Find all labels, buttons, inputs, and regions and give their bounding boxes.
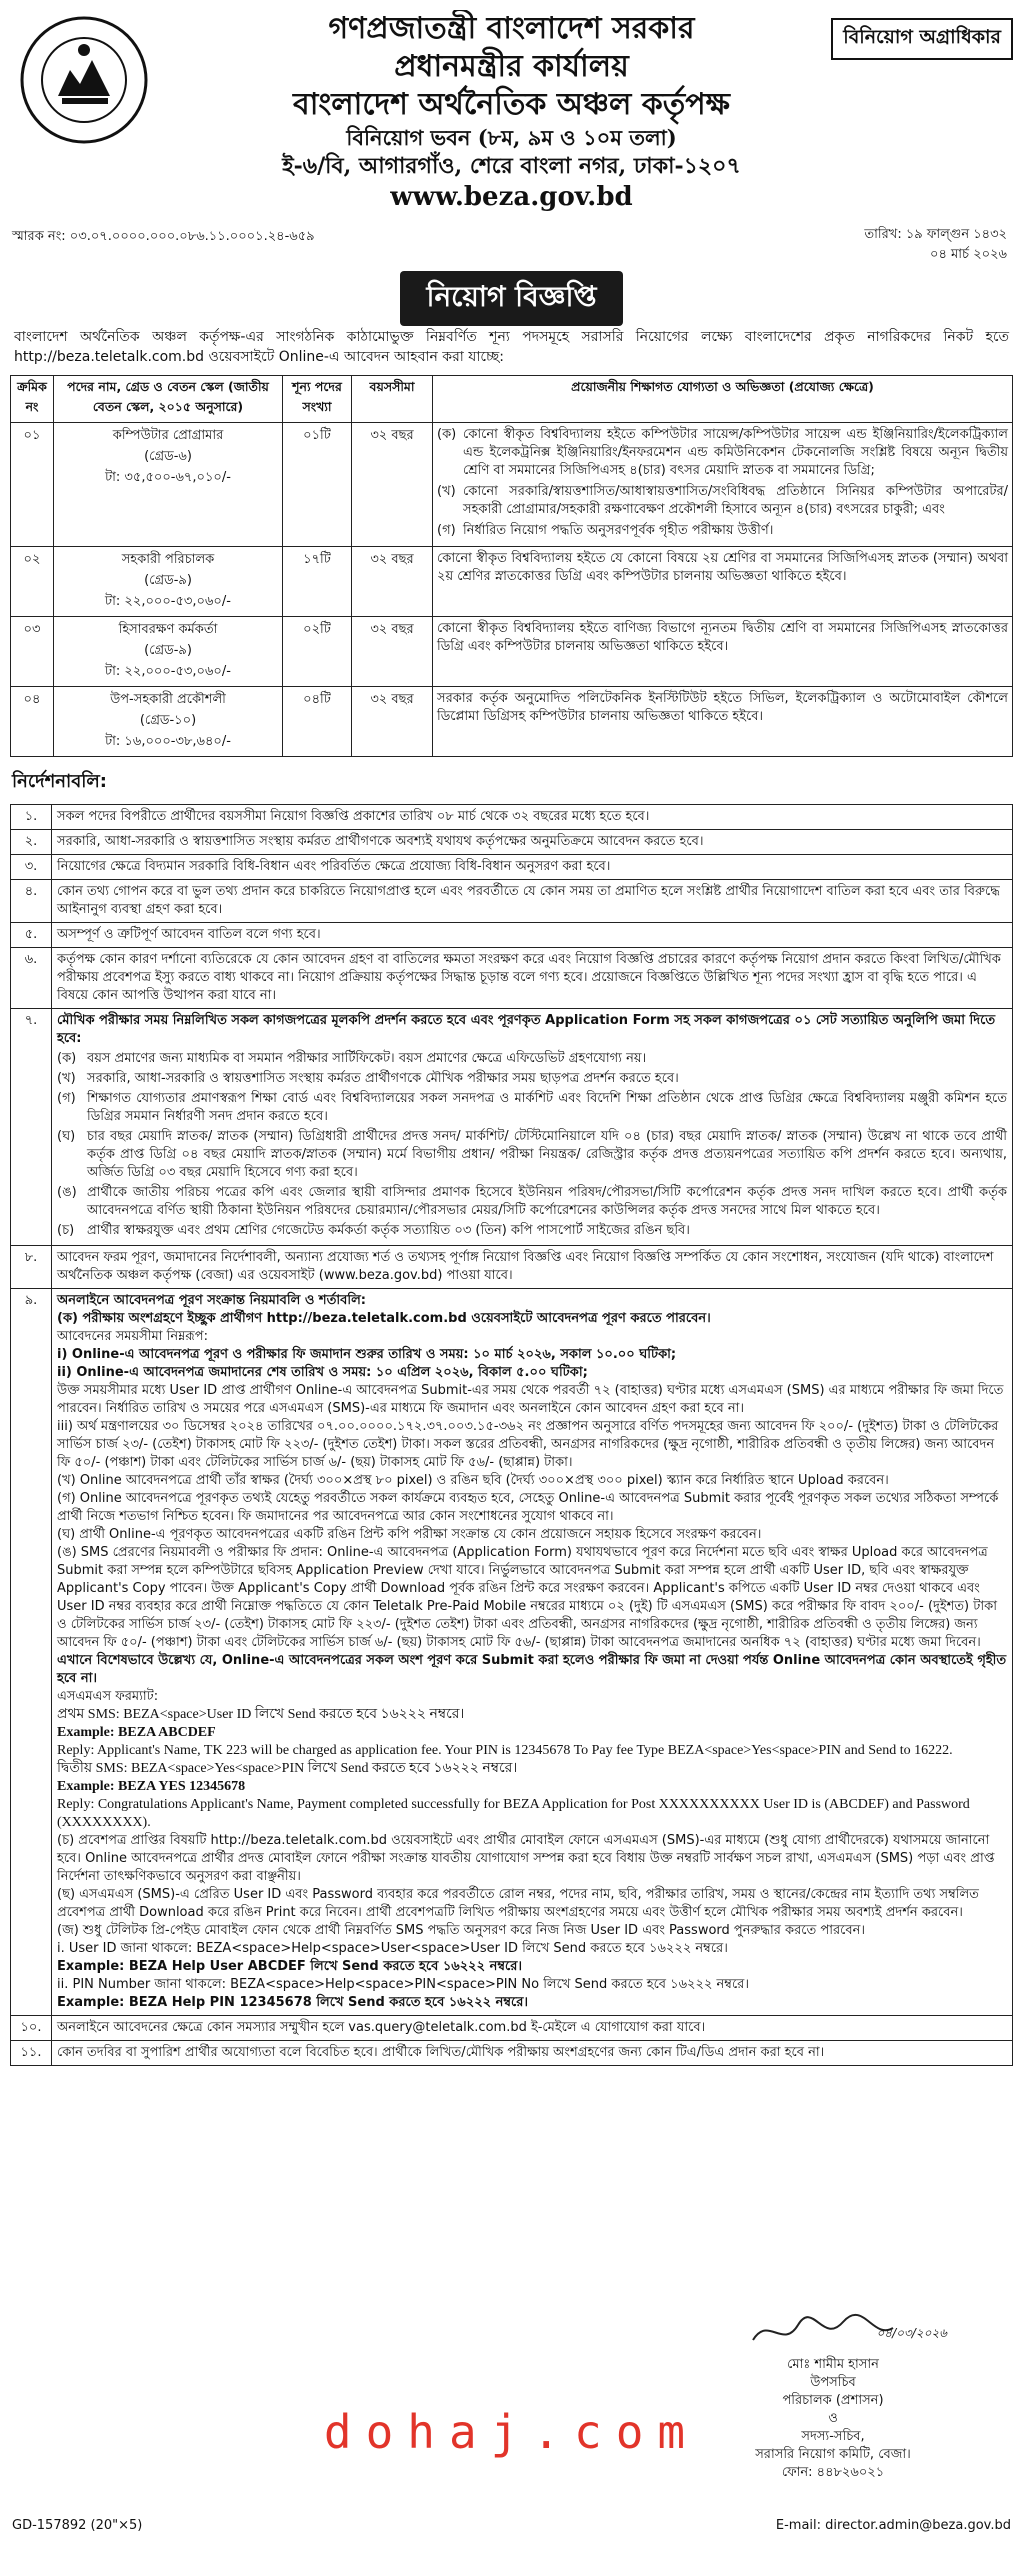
instruction-row [11,1289,1013,2016]
requirement-text: কোনো স্বীকৃত বিশ্ববিদ্যালয় হইতে কম্পিউটার সায়েন্স/কম্পিউটার সায়েন্স এন্ড ইঞ্জিনিয়ারিং/ইলেকট্রিক্যাল এন্ড ইলেকট্রনিক্স ইঞ্জিনিয়ারিং/ইনফরমেশন এন্ড কমিউনিকেশন টেকনোলজি সংশ্লিষ্ট বিষয়ে অন্যূন দ্বিতীয় শ্রেণি বা সমমানের সিজিপিএসহ ৪(চার) বৎসর মেয়াদি স্নাতক বা সমমানের ডিগ্রি; [463,427,1008,478]
document-key: (ঙ) [57,1185,77,1200]
sms-example-2: Example: BEZA YES 12345678 [57,1779,246,1794]
title-wrap [10,271,1013,321]
document-item [57,1070,1007,1088]
row-serial: ০৪ [11,687,54,757]
document-text: শিক্ষাগত যোগ্যতার প্রমাণস্বরূপ শিক্ষা বোর্ড এবং বিশ্ববিদ্যালয়ের সকল সনদপত্র ও মার্কশিট এবং বিদেশি শিক্ষা প্রতিষ্ঠান থেকে প্রাপ্ত ডিগ্রির ক্ষেত্রে বিশ্ববিদ্যালয় মঞ্জুরী কমিশন হতে ডিগ্রির সমমান নির্ধারণী সনদ প্রদান করতে হবে। [87,1091,1007,1124]
instruction-text: কোন তথ্য গোপন করে বা ভুল তথ্য প্রদান করে চাকরিতে নিয়োগপ্রাপ্ত হলে এবং পরবর্তীতে যে কোন সময় তা প্রমাণিত হলে সংশ্লিষ্ট প্রার্থীর নিয়োগাদেশ বাতিল করা হবে এবং তার বিরুদ্ধে আইনানুগ ব্যবস্থা গ্রহণ করা হবে। [52,880,1013,923]
requirement-text: কোনো সরকারি/স্বায়ত্তশাসিত/আধাস্বায়ত্তশাসিত/সংবিধিবদ্ধ প্রতিষ্ঠানে সিনিয়র কম্পিউটার অপারেটর/সহকারী প্রোগ্রামার/সহকারী রক্ষণাবেক্ষণ প্রকৌশলী হিসাবে অন্যূন ৪(চার) বৎসরের চাকুরী; এবং [463,484,1008,517]
document-text: প্রার্থীর স্বাক্ষরযুক্ত এবং প্রথম শ্রেণির গেজেটেড কর্মকর্তা কর্তৃক সত্যায়িত ০৩ (তিন) কপি পাসপোর্ট সাইজের রঙিন ছবি। [87,1223,690,1238]
post-grade: (গ্রেড-১০) [139,713,197,728]
signature-date: ০৪/০৩/২০২৬ [876,2326,947,2340]
post-pay: টা: ২২,০০০-৫৩,০৬০/- [105,594,231,609]
instructions-heading: নির্দেশনাবলি: [12,771,107,792]
instruction-number: ৯. [11,1289,52,2016]
requirement-key: (খ) [437,484,456,499]
date-gregorian: ০৪ মার্চ ২০২৬ [930,247,1007,262]
instruction-row [11,923,1013,948]
beza-logo [18,14,150,146]
instruction-number: ৪. [11,880,52,923]
recovery-pin: ii. PIN Number জানা থাকলে: BEZA<space>Help<space>PIN<space>PIN No লিখে Send করতে হবে ১৬২২২ নম্বরে। [57,1977,749,1992]
instruction-documents [52,1009,1013,1246]
instruction-text: আবেদন ফরম পূরণ, জমাদানের নির্দেশাবলী, অন্যান্য প্রযোজ্য শর্ত ও তথ্যসহ পূর্ণাঙ্গ নিয়োগ বিজ্ঞপ্তি এবং নিয়োগ বিজ্ঞপ্তি সম্পর্কিত যে কোন সংশোধন, সংযোজন (যদি থাকে) বাংলাদেশ অর্থনৈতিক অঞ্চল কর্তৃপক্ষ (বেজা) এর ওয়েবসাইট (www.beza.gov.bd) পাওয়া যাবে। [52,1246,1013,1289]
header-count: শূন্য পদের সংখ্যা [283,376,352,423]
row-qualification [433,423,1013,547]
street-address: ই-৬/বি, আগারগাঁও, শেরে বাংলা নগর, ঢাকা-১২০৭ [282,153,741,179]
row-age: ৩২ বছর [352,423,433,547]
rule-f: (চ) প্রবেশপত্র প্রাপ্তির বিষয়টি http://beza.teletalk.com.bd ওয়েবসাইটে এবং প্রার্থীর মোবাইল ফোনে এসএমএস (SMS)-এর মাধ্যমে (শুধু যোগ্য প্রার্থীদেরকে) যথাসময়ে জানানো হবে। Online আবেদনপত্রে প্রার্থীর প্রদত্ত মোবাইল ফোনে পরীক্ষা সংক্রান্ত যাবতীয় যোগাযোগ সম্পন্ন করা হবে বিধায় উক্ত নম্বরটি সার্বক্ষণ সচল রাখা, এসএমএস (SMS) পড়া এবং প্রাপ্ত নির্দেশনা তাৎক্ষণিকভাবে অনুসরণ করা বাঞ্ছনীয়। [57,1833,995,1884]
memo-row [10,225,1013,267]
sms-example-1: Example: BEZA ABCDEF [57,1725,216,1740]
gd-code: GD-157892 (20"×5) [12,2518,143,2533]
memo-reference: স্মারক নং: ০৩.০৭.০০০০.০০০.০৮৬.১১.০০০১.২৪-৬৫৯ [12,229,315,244]
online-rules [52,1289,1013,2016]
post-grade: (গ্রেড-৬) [144,449,192,464]
document-item [57,1128,1007,1182]
rule-c: (গ) Online আবেদনপত্রে পূরণকৃত তথ্যই যেহেতু পরবর্তীতে সকল কার্যক্রমে ব্যবহৃত হবে, সেহেতু Online-এ আবেদনপত্র Submit করার পূর্বেই পূরণকৃত সকল তথ্যের সঠিকতা সম্পর্কে প্রার্থী নিজে শতভাগ নিশ্চিত হবেন। ফি জমাদানের পর আবেদনপত্রে আর কোন সংশোধনের সুযোগ থাকবে না। [57,1491,999,1524]
instruction-text: কোন তদবির বা সুপারিশ প্রার্থীর অযোগ্যতা বলে বিবেচিত হবে। প্রার্থীকে লিখিত/মৌখিক পরীক্ষায় অংশগ্রহণের জন্য কোন টিএ/ডিএ প্রদান করা হবে না। [52,2041,1013,2066]
document-text: বয়স প্রমাণের জন্য মাধ্যমিক বা সমমান পরীক্ষার সার্টিফিকেট। বয়স প্রমাণের ক্ষেত্রে এফিডেভিট গ্রহণযোগ্য নয়। [87,1051,647,1066]
instruction-number: ৩. [11,855,52,880]
row-post [54,547,283,617]
signatory-designation: উপসচিব [810,2375,856,2390]
instruction-text: অসম্পূর্ণ ও ত্রুটিপূর্ণ আবেদন বাতিল বলে গণ্য হবে। [52,923,1013,948]
row-qualification [433,687,1013,757]
notice-page [10,10,1013,2550]
sms-reply-1: Reply: Applicant's Name, TK 223 will be charged as application fee. Your PIN is 12345678 To Pay fee Type BEZA<space>Yes<space>PIN and Send to 16222. [57,1743,953,1758]
requirement-key: (গ) [437,523,456,538]
instruction-row [11,948,1013,1009]
row-serial: ০২ [11,547,54,617]
instruction-number: ২. [11,830,52,855]
intro-paragraph: বাংলাদেশ অর্থনৈতিক অঞ্চল কর্তৃপক্ষ-এর সাংগঠনিক কাঠামোভুক্ত নিম্নবর্ণিত শূন্য পদসমূহে সরাসরি নিয়োগের লক্ষ্যে বাংলাদেশের প্রকৃত নাগরিকদের নিকট হতে http://beza.teletalk.com.bd ওয়েবসাইটে Online-এ আবেদন আহবান করা যাচ্ছে: [14,329,1009,365]
schedule-note: উক্ত সময়সীমার মধ্যে User ID প্রাপ্ত প্রার্থীগণ Online-এ আবেদনপত্র Submit-এর সময় থেকে পরবর্তী ৭২ (বাহাত্তর) ঘণ্টার মধ্যে এসএমএস (SMS) এর মাধ্যমে পরীক্ষার ফি জমা দিতে পারবেন। নির্ধারিত তারিখ ও সময়ের পরে এসএমএস (SMS)-এর মাধ্যমে ফি জমাদান এবং অনলাইনে কোন আবেদন গ্রহণ করা হবে না। [57,1383,1004,1416]
document-item [57,1184,1007,1220]
rule-a: (ক) পরীক্ষায় অংশগ্রহণে ইচ্ছুক প্রার্থীগণ http://beza.teletalk.com.bd ওয়েবসাইটে আবেদনপত্র পূরণ করতে পারবেন। [57,1311,711,1326]
requirement-text: সরকার কর্তৃক অনুমোদিত পলিটেকনিক ইনস্টিটিউট হইতে সিভিল, ইলেকট্রিক্যাল ও অটোমোবাইল কৌশলে ডিপ্লোমা ডিগ্রিসহ কম্পিউটার চালনায় অভিজ্ঞতা থাকিতে হইবে। [437,691,1008,724]
row-count: ০৪টি [283,687,352,757]
header-text [160,10,863,214]
rule-h: (জ) শুধু টেলিটক প্রি-পেইড মোবাইল ফোন থেকে প্রার্থী নিম্নবর্ণিত SMS পদ্ধতি অনুসরণ করে নিজ নিজ User ID এবং Password পুনরুদ্ধার করতে পারবেন। [57,1923,866,1938]
rule-b: (খ) Online আবেদনপত্রে প্রার্থী তাঁর স্বাক্ষর (দৈর্ঘ্য ৩০০×প্রস্থ ৮০ pixel) ও রঙিন ছবি (দৈর্ঘ্য ৩০০×প্রস্থ ৩০০ pixel) স্ক্যান করে নির্ধারিত স্থানে Upload করবেন। [57,1473,889,1488]
document-key: (গ) [57,1091,76,1106]
posts-table [10,375,1013,757]
document-key: (ক) [57,1051,77,1066]
table-row [11,617,1013,687]
instruction-text: অনলাইনে আবেদনের ক্ষেত্রে কোন সমস্যার সম্মুখীন হলে vas.query@teletalk.com.bd ই-মেইলে এ যোগাযোগ করা যাবে। [52,2016,1013,2041]
row-qualification [433,547,1013,617]
instruction-number: ৮. [11,1246,52,1289]
schedule-end: ii) Online-এ আবেদনপত্র জমাদানের শেষ তারিখ ও সময়: ১০ এপ্রিল ২০২৬, বিকাল ৫.০০ ঘটিকা; [57,1365,588,1380]
signatory-phone: ফোন: ৪৪৮২৬০২১ [781,2465,885,2480]
instruction-number: ৬. [11,948,52,1009]
requirement [437,550,1008,586]
instruction-row [11,2016,1013,2041]
row-age: ৩২ বছর [352,687,433,757]
instruction-number: ১. [11,805,52,830]
sms-second: দ্বিতীয় SMS: BEZA<space>Yes<space>PIN লিখে Send করতে হবে ১৬২২২ নম্বরে। [57,1761,518,1776]
row-count: ১৭টি [283,547,352,617]
priority-badge: বিনিয়োগ অগ্রাধিকার [831,18,1013,60]
footer [12,2518,1011,2533]
date-bengali: তারিখ: ১৯ ফাল্গুন ১৪৩২ [864,227,1007,242]
signatory-name: মোঃ শামীম হাসান [787,2357,879,2372]
instruction-row [11,2041,1013,2066]
instruction-row [11,830,1013,855]
document-text: সরকারি, আধা-সরকারি ও স্বায়ত্তশাসিত সংস্থায় কর্মরত প্রার্থীগণকে মৌখিক পরীক্ষার সময় ছাড়পত্র প্রদর্শন করতে হবে। [87,1071,679,1086]
requirement-text: কোনো স্বীকৃত বিশ্ববিদ্যালয় হইতে বাণিজ্য বিভাগে ন্যূনতম দ্বিতীয় শ্রেণি বা সমমানের সিজিপিএসহ স্নাতকোত্তর ডিগ্রি এবং কম্পিউটার চালনায় অভিজ্ঞতা থাকিতে হইবে। [437,621,1008,654]
schedule-heading: আবেদনের সময়সীমা নিম্নরূপ: [57,1329,208,1344]
instruction-text: নিয়োগের ক্ষেত্রে বিদ্যমান সরকারি বিধি-বিধান এবং পরিবর্তিত ক্ষেত্রে প্রযোজ্য বিধি-বিধান অনুসরণ করা হবে। [52,855,1013,880]
row-post [54,687,283,757]
requirement [437,426,1008,480]
row-count: ০২টি [283,617,352,687]
instruction-text: সরকারি, আধা-সরকারি ও স্বায়ত্তশাসিত সংস্থায় কর্মরত প্রার্থীগণকে অবশ্যই যথাযথ কর্তৃপক্ষের অনুমতিক্রমে আবেদন করতে হবে। [52,830,1013,855]
requirement-key: (ক) [437,427,457,442]
rule-g: (ছ) এসএমএস (SMS)-এ প্রেরিত User ID এবং Password ব্যবহার করে পরবর্তীতে রোল নম্বর, পদের নাম, ছবি, পরীক্ষার তারিখ, সময় ও স্থানের/কেন্দ্রের নাম ইত্যাদি তথ্য সম্বলিত প্রবেশপত্র প্রার্থী Download করে রঙিন Print করে নিবেন। প্রার্থী প্রবেশপত্রটি লিখিত পরীক্ষায় অংশগ্রহণের সময়ে এবং উত্তীর্ণ হলে মৌখিক পরীক্ষার সময় অবশ্যই প্রদর্শন করবেন। [57,1887,979,1920]
requirement-text: কোনো স্বীকৃত বিশ্ববিদ্যালয় হইতে যে কোনো বিষয়ে ২য় শ্রেণির বা সমমানের সিজিপিএসহ স্নাতক (সম্মান) অথবা ২য় শ্রেণির স্নাতকোত্তর ডিগ্রি এবং কম্পিউটার চালনায় অভিজ্ঞতা থাকিতে হইবে। [437,551,1008,584]
post-pay: টা: ৩৫,৫০০-৬৭,০১০/- [105,470,231,485]
instruction-number: ৫. [11,923,52,948]
instruction-number: ৭. [11,1009,52,1246]
signatory-designation: সদস্য-সচিব, [801,2429,865,2444]
document-key: (চ) [57,1223,75,1238]
signatory-designation: সরাসরি নিয়োগ কমিটি, বেজা। [755,2447,911,2462]
post-name: উপ-সহকারী প্রকৌশলী [110,692,226,707]
document-item [57,1090,1007,1126]
row-post [54,423,283,547]
document-text: চার বছর মেয়াদি স্নাতক/ স্নাতক (সম্মান) ডিগ্রিধারী প্রার্থীদের প্রদত্ত সনদ/ মার্কশিট/ টেস্টিমোনিয়ালে যদি ০৪ (চার) বছর মেয়াদি স্নাতক/ স্নাতক (সম্মান) উল্লেখ না থাকে তবে প্রার্থী কর্তৃক প্রাপ্ত ডিগ্রি ০৪ বছর মেয়াদি স্নাতক/স্নাতক (সম্মান) মর্মে বিভাগীয় প্রধান/ পরীক্ষা নিয়ন্ত্রক/ রেজিস্ট্রার কর্তৃক প্রদত্ত প্রত্যয়নপত্রের সত্যায়িত কপি প্রদর্শন করতে হবে। অন্যথায়, অর্জিত ডিগ্রি ০৩ বছর মেয়াদি হিসেবে গণ্য করা হবে। [87,1129,1007,1180]
post-pay: টা: ২২,০০০-৫৩,০৬০/- [105,664,231,679]
notice-title: নিয়োগ বিজ্ঞপ্তি [400,271,622,326]
sms-reply-2: Reply: Congratulations Applicant's Name, Payment completed successfully for BEZA Application for Post XXXXXXXXXX User ID is (ABCDEF) and Password (XXXXXXXX). [57,1797,970,1830]
requirement-text: নির্ধারিত নিয়োগ পদ্ধতি অনুসরণপূর্বক গৃহীত পরীক্ষায় উত্তীর্ণ। [463,523,774,538]
memo-date [864,225,1007,265]
website-link[interactable]: www.beza.gov.bd [390,182,633,212]
instruction-number: ১১. [11,2041,52,2066]
rule-e: (ঙ) SMS প্রেরণের নিয়মাবলী ও পরীক্ষার ফি প্রদান: Online-এ আবেদনপত্র (Application Form) যথাযথভাবে পূরণ করে নির্দেশনা মতে ছবি এবং স্বাক্ষর Upload করে আবেদনপত্র Submit করা সম্পন্ন হলে কম্পিউটারে ছবিসহ Application Preview দেখা যাবে। নির্ভুলভাবে আবেদনপত্র Submit করা সম্পন্ন হলে প্রার্থী একটি User ID, ছবি এবং স্বাক্ষরযুক্ত Applicant's Copy পাবেন। উক্ত Applicant's Copy প্রার্থী Download পূর্বক রঙিন প্রিন্ট করে সংরক্ষণ করবেন। Applicant's কপিতে একটি User ID নম্বর দেওয়া থাকবে এবং User ID নম্বর ব্যবহার করে প্রার্থী নিম্নোক্ত পদ্ধতিতে যে কোন Teletalk Pre-Paid Mobile নম্বরের মাধ্যমে ০২ (দুই) টি এসএমএস (SMS) করে পরীক্ষার ফি বাবদ ২০০/- (দুইশত) টাকা ও টেলিটকের সার্ভিস চার্জ ২৩/- (তেইশ) টাকাসহ মোট ফি ২২৩/- (দুইশত তেইশ) টাকা এবং প্রতিবন্ধী, অনগ্রসর নাগরিকদের (ক্ষুদ্র নৃগোষ্ঠী, শারীরিক প্রতিবন্ধী ও তৃতীয় লিঙ্গের) জন্য আবেদন ফি ৫০/- (পঞ্চাশ) টাকা এবং টেলিটকের সার্ভিস চার্জ ৬/- (ছয়) টাকাসহ মোট ফি ৫৬/- (ছাপ্পান্ন) টাকা আবেদনপত্র জমাদানের অনধিক ৭২ (বাহাত্তর) ঘণ্টার মধ্যে জমা দিবেন। [57,1545,997,1650]
authority-name: বাংলাদেশ অর্থনৈতিক অঞ্চল কর্তৃপক্ষ [293,87,730,122]
table-row [11,547,1013,617]
sms-first: প্রথম SMS: BEZA<space>User ID লিখে Send করতে হবে ১৬২২২ নম্বরে। [57,1707,465,1722]
post-grade: (গ্রেড-৯) [144,573,192,588]
document-key: (খ) [57,1071,76,1086]
schedule-start: i) Online-এ আবেদনপত্র পূরণ ও পরীক্ষার ফি জমাদান শুরুর তারিখ ও সময়: ১০ মার্চ ২০২৬, সকাল ১০.০০ ঘটিকা; [57,1347,677,1362]
schedule-fee: iii) অর্থ মন্ত্রণালয়ের ৩০ ডিসেম্বর ২০২৪ তারিখের ০৭.০০.০০০০.১৭২.৩৭.০০৩.১৫-৩৬২ নং প্রজ্ঞাপন অনুসারে বর্ণিত পদসমূহের জন্য আবেদন ফি ২০০/- (দুইশত) টাকা ও টেলিটকের সার্ভিস চার্জ ২৩/- (তেইশ) টাকাসহ মোট ফি ২২৩/- (দুইশত তেইশ) টাকা। সকল স্তরের প্রতিবন্ধী, অনগ্রসর নাগরিকদের (ক্ষুদ্র নৃগোষ্ঠী, শারীরিক প্রতিবন্ধী ও তৃতীয় লিঙ্গের) জন্য আবেদন ফি ৫০/- (পঞ্চাশ) টাকা এবং টেলিটকের সার্ভিস চার্জ ৬/- (ছয়) টাকাসহ মোট ফি ৫৬/- (ছাপ্পান্ন) টাকা। [57,1419,999,1470]
requirement [437,483,1008,519]
recovery-example-1: Example: BEZA Help User ABCDEF লিখে Send করতে হবে ১৬২২২ নম্বরে। [57,1959,523,1974]
instructions-table [10,804,1013,2066]
instruction-row [11,805,1013,830]
header-qualification: প্রয়োজনীয় শিক্ষাগত যোগ্যতা ও অভিজ্ঞতা (প্রযোজ্য ক্ষেত্রে) [433,376,1013,423]
documents-lead: মৌখিক পরীক্ষার সময় নিম্নলিখিত সকল কাগজপত্রের মূলকপি প্রদর্শন করতে হবে এবং পূরণকৃত Application Form সহ সকল কাগজপত্রের ০১ সেট সত্যায়িত অনুলিপি জমা দিতে হবে: [57,1013,996,1046]
document-key: (ঘ) [57,1129,76,1144]
signatory-designation: ও [828,2411,838,2426]
row-age: ৩২ বছর [352,617,433,687]
header-age: বয়সসীমা [352,376,433,423]
instruction-row [11,855,1013,880]
contact-email[interactable]: E-mail: director.admin@beza.gov.bd [775,2518,1011,2533]
post-name: সহকারী পরিচালক [121,552,215,567]
signatory-designation: পরিচালক (প্রশাসন) [782,2393,884,2408]
recovery-example-2: Example: BEZA Help PIN 12345678 লিখে Send করতে হবে ১৬২২২ নম্বরে। [57,1995,529,2010]
office-name: প্রধানমন্ত্রীর কার্যালয় [394,49,629,84]
header-post: পদের নাম, গ্রেড ও বেতন স্কেল (জাতীয় বেতন স্কেল, ২০১৫ অনুসারে) [54,376,283,423]
row-post [54,617,283,687]
document-item [57,1222,1007,1240]
table-row [11,423,1013,547]
row-serial: ০৩ [11,617,54,687]
instruction-row [11,880,1013,923]
post-pay: টা: ১৬,০০০-৩৮,৬৪০/- [105,734,231,749]
document-item [57,1050,1007,1068]
header [10,10,1013,225]
requirement [437,522,1008,540]
row-count: ০১টি [283,423,352,547]
requirement [437,620,1008,656]
row-age: ৩২ বছর [352,547,433,617]
header-serial: ক্রমিক নং [11,376,54,423]
table-row [11,687,1013,757]
signature [713,2310,953,2356]
watermark: dohaj.com [323,2405,700,2459]
table-header-row [11,376,1013,423]
post-name: কম্পিউটার প্রোগ্রামার [112,428,224,443]
rule-e-note: এখানে বিশেষভাবে উল্লেখ্য যে, Online-এ আবেদনপত্রের সকল অংশ পূরণ করে Submit করা হলেও পরীক্ষার ফি জমা না দেওয়া পর্যন্ত Online আবেদনপত্র কোন অবস্থাতেই গৃহীত হবে না। [57,1653,1007,1686]
instruction-row [11,1009,1013,1246]
rule-d: (ঘ) প্রার্থী Online-এ পূরণকৃত আবেদনপত্রের একটি রঙিন প্রিন্ট কপি পরীক্ষা সংক্রান্ত যে কোন প্রয়োজনে সহায়ক হিসেবে সংরক্ষণ করবেন। [57,1527,762,1542]
online-rules-heading: অনলাইনে আবেদনপত্র পূরণ সংক্রান্ত নিয়মাবলি ও শর্তাবলি: [57,1293,366,1308]
post-grade: (গ্রেড-৯) [144,643,192,658]
row-serial: ০১ [11,423,54,547]
instruction-number: ১০. [11,2016,52,2041]
row-qualification [433,617,1013,687]
instruction-text: সকল পদের বিপরীতে প্রার্থীদের বয়সসীমা নিয়োগ বিজ্ঞপ্তি প্রকাশের তারিখ ০৮ মার্চ থেকে ৩২ বছরের মধ্যে হতে হবে। [52,805,1013,830]
building-address: বিনিয়োগ ভবন (৮ম, ৯ম ও ১০ম তলা) [346,125,677,150]
instruction-row [11,1246,1013,1289]
govt-name: গণপ্রজাতন্ত্রী বাংলাদেশ সরকার [328,11,695,46]
post-name: হিসাবরক্ষণ কর্মকর্তা [118,622,218,637]
instruction-text: কর্তৃপক্ষ কোন কারণ দর্শানো ব্যতিরেকে যে কোন আবেদন গ্রহণ বা বাতিলের ক্ষমতা সংরক্ষণ করে এবং নিয়োগ বিজ্ঞপ্তি প্রচারের কারণে কর্তৃপক্ষ নিয়োগ প্রদান করতে কিংবা লিখিত/মৌখিক পরীক্ষায় প্রবেশপত্র ইস্যু করতে বাধ্য থাকবে না। নিয়োগ প্রক্রিয়ায় কর্তৃপক্ষের সিদ্ধান্ত চূড়ান্ত বলে গণ্য হবে। প্রয়োজনে বিজ্ঞপ্তিতে উল্লিখিত শূন্য পদের সংখ্যা হ্রাস বা বৃদ্ধি হতে পারে। এ বিষয়ে কোন আপত্তি উত্থাপন করা যাবে না। [52,948,1013,1009]
sms-format-heading: এসএমএস ফরম্যাট: [57,1689,159,1704]
recovery-user-id: i. User ID জানা থাকলে: BEZA<space>Help<space>User<space>User ID লিখে Send করতে হবে ১৬২২২ নম্বরে। [57,1941,728,1956]
requirement [437,690,1008,726]
document-text: প্রার্থীকে জাতীয় পরিচয় পত্রের কপি এবং জেলার স্থায়ী বাসিন্দার প্রমাণক হিসেবে ইউনিয়ন পরিষদ/পৌরসভা/সিটি কর্পোরেশন কর্তৃক প্রদত্ত সনদ দাখিল করতে হবে। প্রার্থী কর্তৃক আবেদনপত্রে বর্ণিত স্থায়ী ঠিকানা ইউনিয়ন পরিষদের চেয়ারম্যান/পৌরসভার মেয়র/সিটি কর্পোরেশনের কাউন্সিলর কর্তৃক প্রদত্ত সনদের সাথে মিল থাকতে হবে। [87,1185,1007,1218]
